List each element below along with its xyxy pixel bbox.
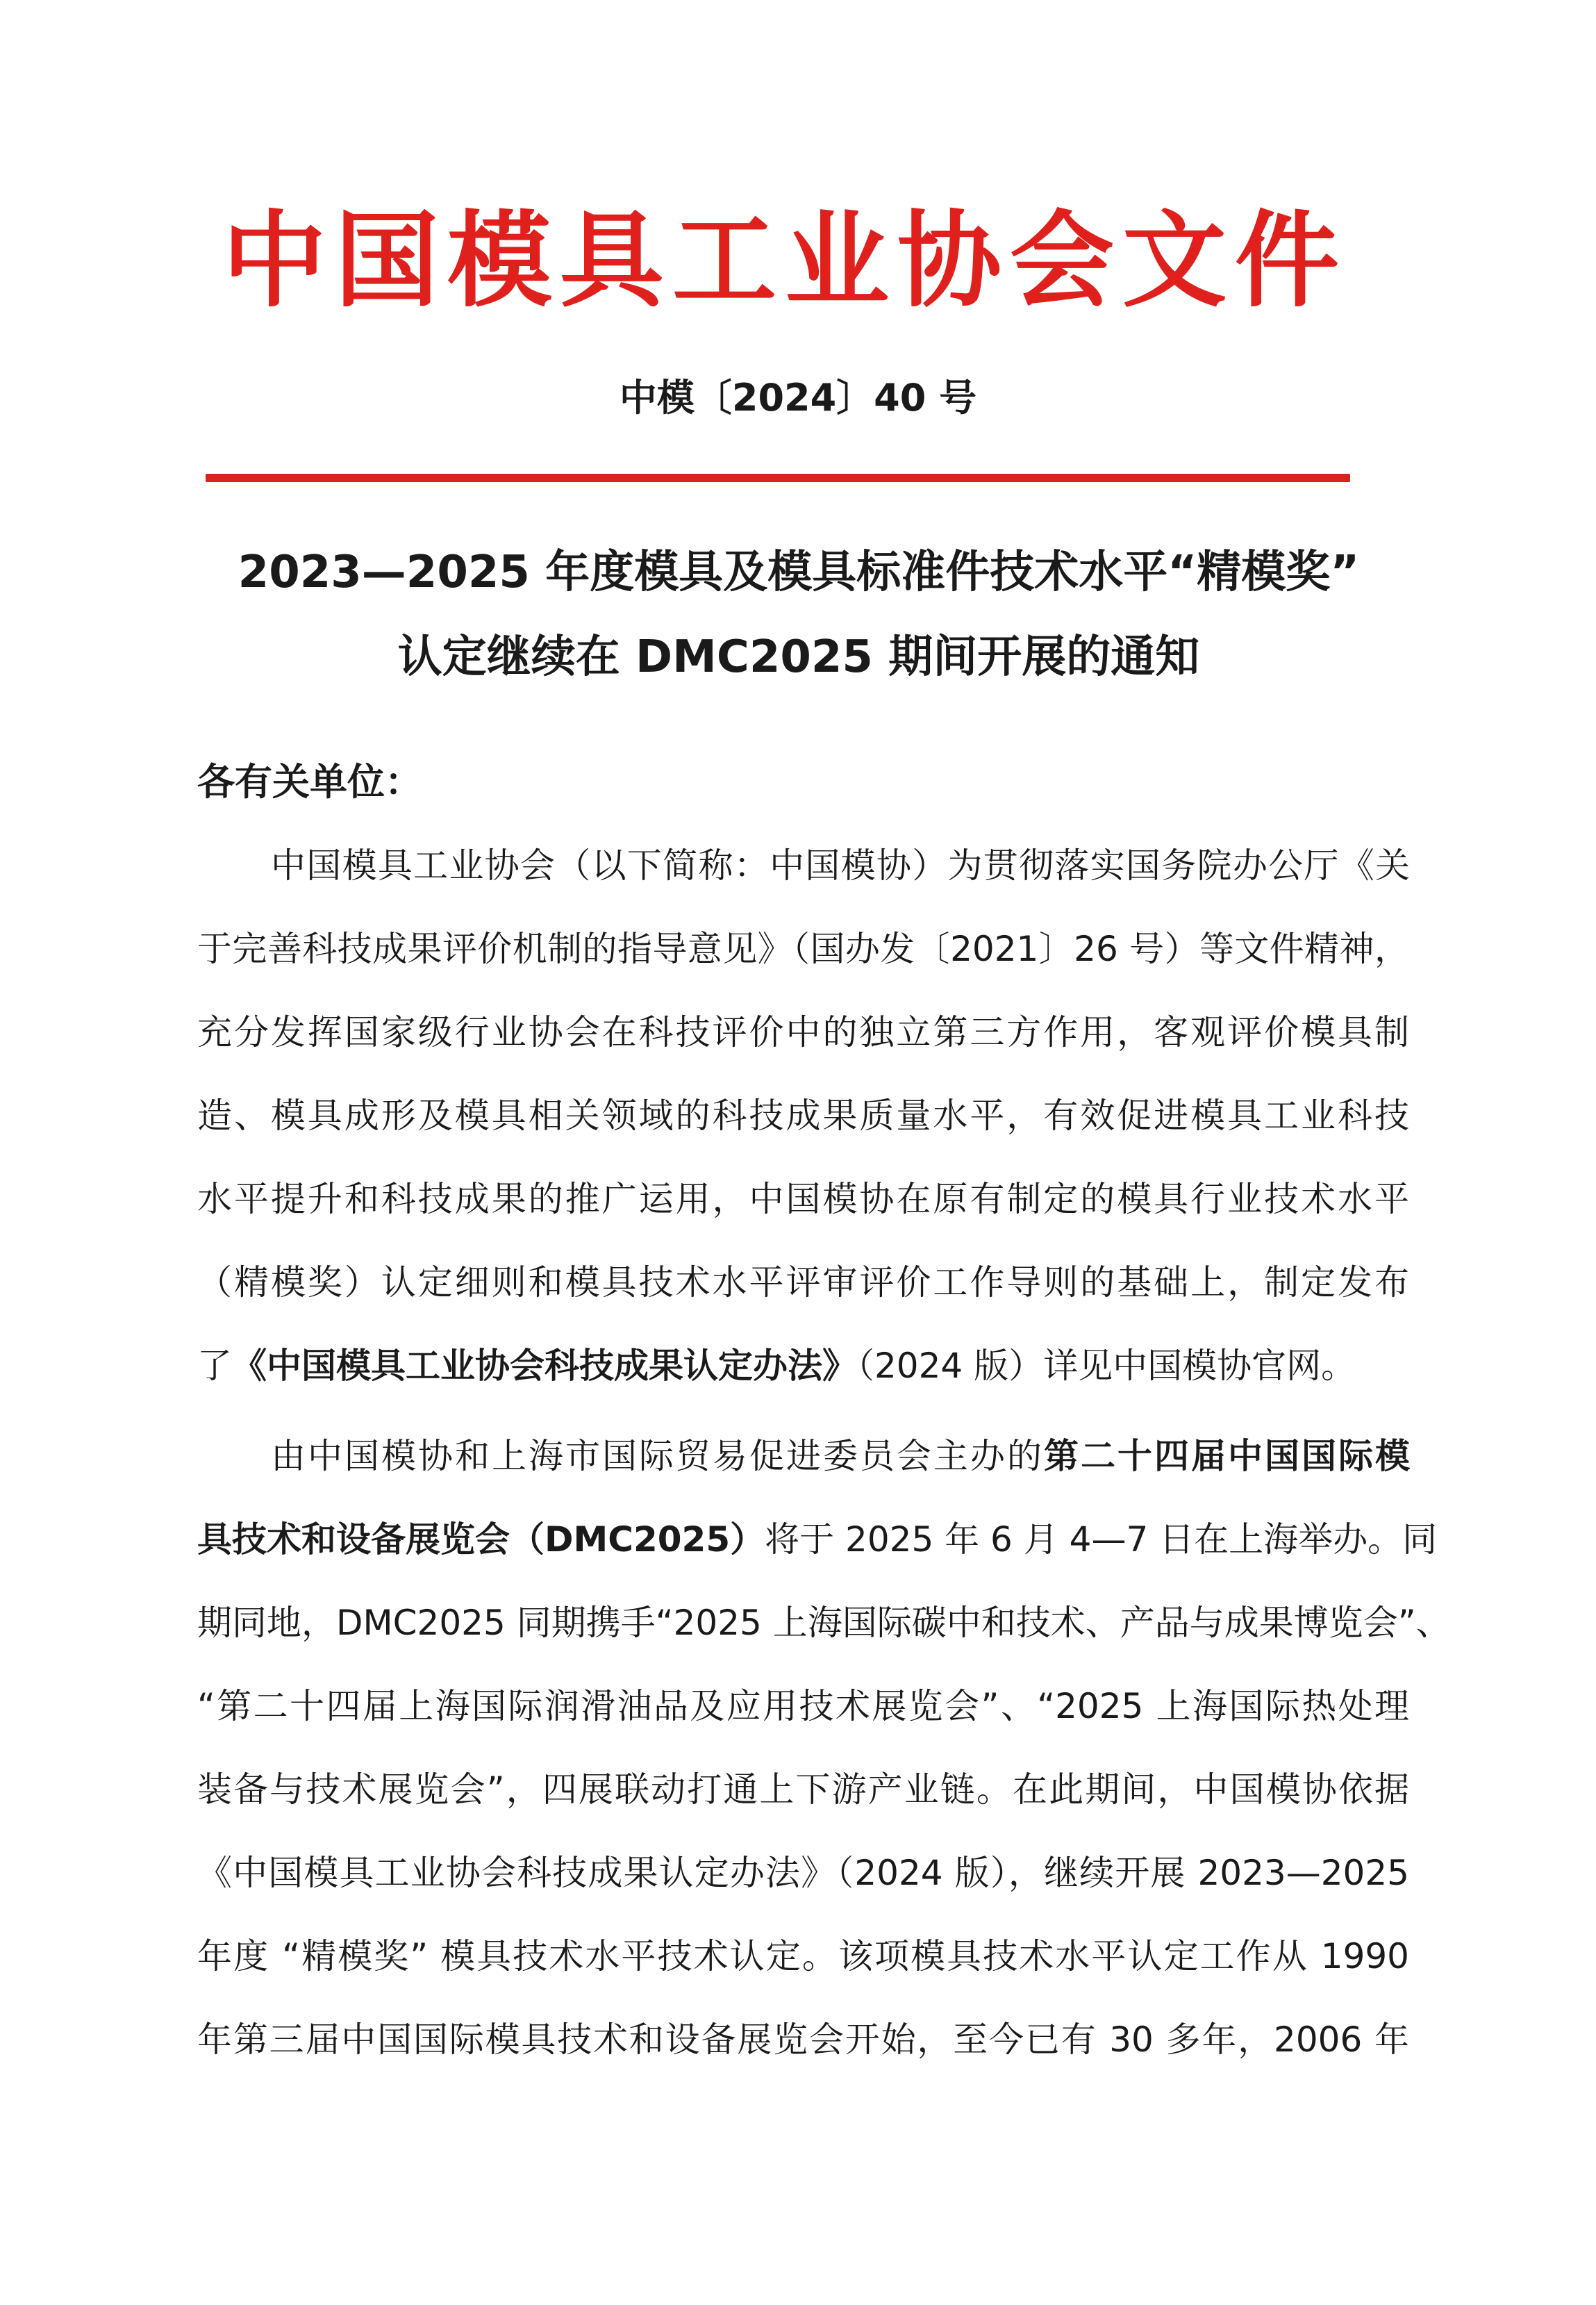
p1-l7-suffix: （2024 版）详见中国模协官网。 [857,1346,1356,1386]
paragraph-1-line-1: 中国模具工业协会（以下简称：中国模协）为贯彻落实国务院办公厅《关 [271,845,1410,886]
paragraph-1-line-7 [197,1341,1409,1391]
p1-l7-prefix: 了 [197,1346,232,1386]
paragraph-1-line-5: 水平提升和科技成果的推广运用，中国模协在原有制定的模具行业技术水平 [197,1179,1409,1219]
paragraph-1-line-2: 于完善科技成果评价机制的指导意见》（国办发〔2021〕26 号）等文件精神， [197,929,1409,969]
exhibition-name-part-2: 具技术和设备展览会（DMC2025） [197,1519,765,1560]
paragraph-1-line-3: 充分发挥国家级行业协会在科技评价中的独立第三方作用，客观评价模具制 [197,1012,1409,1052]
red-divider [206,474,1350,482]
document-title-line-2: 认定继续在 DMC2025 期间开展的通知 [397,631,1200,683]
paragraph-2-line-6: 《中国模具工业协会科技成果认定办法》（2024 版），继续开展 2023—2025 [197,1853,1409,1893]
p2-l1-prefix: 由中国模协和上海市国际贸易促进委员会主办的 [271,1436,1044,1476]
document-masthead: 中国模具工业协会文件 [222,199,1347,322]
paragraph-2-line-5: 装备与技术展览会”，四展联动打通上下游产业链。在此期间，中国模协依据 [197,1769,1409,1810]
exhibition-name-part-1: 第二十四届中国国际模 [1044,1436,1410,1476]
paragraph-1-line-4: 造、模具成形及模具相关领域的科技成果质量水平，有效促进模具工业科技 [197,1096,1409,1136]
paragraph-2-line-2 [197,1514,1438,1564]
regulation-title: 《中国模具工业协会科技成果认定办法》 [232,1346,857,1386]
paragraph-2-line-1 [271,1431,1410,1481]
p2-l2-suffix: 将于 2025 年 6 月 4—7 日在上海举办。同 [765,1519,1438,1560]
document-title-line-1: 2023—2025 年度模具及模具标准件技术水平“精模奖” [238,547,1360,598]
salutation: 各有关单位： [197,760,422,804]
paragraph-2-line-8: 年第三届中国国际模具技术和设备展览会开始，至今已有 30 多年，2006 年 [197,2019,1409,2060]
paragraph-1-line-6: （精模奖）认定细则和模具技术水平评审评价工作导则的基础上，制定发布 [197,1262,1409,1303]
document-number: 中模〔2024〕40 号 [619,376,977,420]
paragraph-2-line-3: 期同地，DMC2025 同期携手“2025 上海国际碳中和技术、产品与成果博览会”、 [197,1603,1451,1643]
paragraph-2-line-4: “第二十四届上海国际润滑油品及应用技术展览会”、“2025 上海国际热处理 [197,1686,1409,1726]
paragraph-2-line-7: 年度 “精模奖” 模具技术水平技术认定。该项模具技术水平认定工作从 1990 [197,1936,1409,1976]
